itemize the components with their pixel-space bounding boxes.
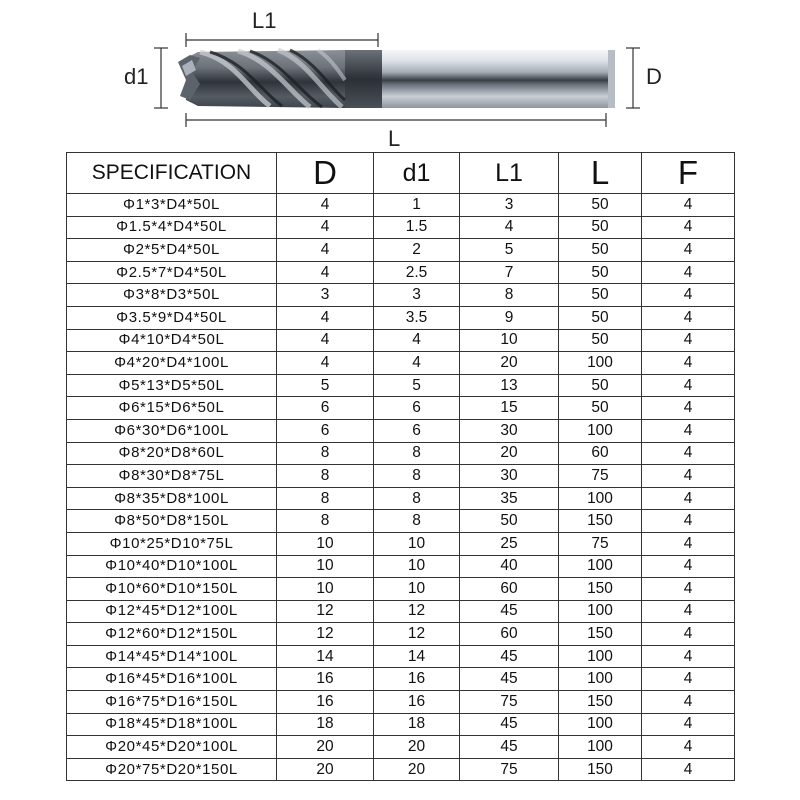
cell-d1: 12	[374, 623, 460, 646]
cell-l: 50	[559, 374, 642, 397]
cell-d1: 10	[374, 532, 460, 555]
cell-specification: Φ2*5*D4*50L	[67, 239, 277, 262]
cell-specification: Φ20*75*D20*150L	[67, 758, 277, 781]
header-l1: L1	[460, 153, 559, 194]
cell-l: 150	[559, 691, 642, 714]
cell-f: 4	[642, 194, 735, 217]
cell-d1: 14	[374, 645, 460, 668]
l-label: L	[388, 126, 401, 151]
table-row	[67, 510, 735, 533]
cell-f: 4	[642, 284, 735, 307]
cell-d: 12	[277, 623, 374, 646]
l-dimension-line	[186, 113, 606, 127]
cell-f: 4	[642, 713, 735, 736]
cell-l1: 20	[460, 352, 559, 375]
cell-d1: 4	[374, 352, 460, 375]
table-row	[67, 758, 735, 781]
cell-f: 4	[642, 352, 735, 375]
table-row	[67, 487, 735, 510]
cell-specification: Φ8*30*D8*75L	[67, 465, 277, 488]
table-row	[67, 239, 735, 262]
cell-d: 3	[277, 284, 374, 307]
cell-specification: Φ6*30*D6*100L	[67, 419, 277, 442]
cell-l: 50	[559, 329, 642, 352]
cell-d1: 16	[374, 691, 460, 714]
l1-dimension-line	[186, 33, 378, 47]
tool-flutes	[178, 50, 345, 108]
table-row	[67, 668, 735, 691]
cell-f: 4	[642, 736, 735, 759]
cell-f: 4	[642, 668, 735, 691]
cell-l: 50	[559, 194, 642, 217]
cell-l1: 8	[460, 284, 559, 307]
cell-l1: 40	[460, 555, 559, 578]
cell-specification: Φ3*8*D3*50L	[67, 284, 277, 307]
header-specification: SPECIFICATION	[67, 153, 277, 194]
cell-specification: Φ5*13*D5*50L	[67, 374, 277, 397]
table-row	[67, 261, 735, 284]
cell-l1: 3	[460, 194, 559, 217]
cell-l1: 35	[460, 487, 559, 510]
cell-l: 50	[559, 306, 642, 329]
cell-f: 4	[642, 691, 735, 714]
cell-d1: 12	[374, 600, 460, 623]
cell-l1: 9	[460, 306, 559, 329]
cell-d: 6	[277, 397, 374, 420]
cell-l: 100	[559, 713, 642, 736]
cell-l1: 30	[460, 419, 559, 442]
cell-l1: 45	[460, 736, 559, 759]
cell-f: 4	[642, 510, 735, 533]
table-row	[67, 713, 735, 736]
cell-d1: 8	[374, 510, 460, 533]
cell-d: 4	[277, 194, 374, 217]
cell-l1: 10	[460, 329, 559, 352]
table-row	[67, 555, 735, 578]
cell-f: 4	[642, 578, 735, 601]
cell-l: 150	[559, 578, 642, 601]
cell-l: 60	[559, 442, 642, 465]
cell-d1: 20	[374, 736, 460, 759]
cell-d1: 8	[374, 487, 460, 510]
cell-d1: 20	[374, 758, 460, 781]
cell-l: 50	[559, 239, 642, 262]
cell-f: 4	[642, 442, 735, 465]
cell-f: 4	[642, 645, 735, 668]
table-row	[67, 397, 735, 420]
cell-d: 4	[277, 261, 374, 284]
cell-specification: Φ10*40*D10*100L	[67, 555, 277, 578]
cell-d: 18	[277, 713, 374, 736]
cell-d1: 10	[374, 555, 460, 578]
cell-f: 4	[642, 600, 735, 623]
d1-label: d1	[124, 64, 149, 89]
cell-l: 50	[559, 216, 642, 239]
cell-l1: 45	[460, 668, 559, 691]
cell-specification: Φ3.5*9*D4*50L	[67, 306, 277, 329]
table-row	[67, 578, 735, 601]
cell-l: 50	[559, 261, 642, 284]
cell-d1: 1.5	[374, 216, 460, 239]
cell-specification: Φ1.5*4*D4*50L	[67, 216, 277, 239]
cell-l: 100	[559, 555, 642, 578]
cell-f: 4	[642, 239, 735, 262]
table-row	[67, 600, 735, 623]
cell-d: 16	[277, 691, 374, 714]
cell-l: 75	[559, 465, 642, 488]
cell-d: 8	[277, 487, 374, 510]
cell-l1: 60	[460, 578, 559, 601]
cell-d1: 6	[374, 419, 460, 442]
table-row	[67, 329, 735, 352]
end-mill-diagram	[0, 0, 800, 152]
cell-l1: 75	[460, 691, 559, 714]
cell-f: 4	[642, 397, 735, 420]
cell-specification: Φ18*45*D18*100L	[67, 713, 277, 736]
cell-l: 100	[559, 352, 642, 375]
cell-l1: 25	[460, 532, 559, 555]
cell-l1: 13	[460, 374, 559, 397]
cell-f: 4	[642, 216, 735, 239]
cell-d: 6	[277, 419, 374, 442]
cell-specification: Φ1*3*D4*50L	[67, 194, 277, 217]
cell-l1: 50	[460, 510, 559, 533]
cell-d1: 2.5	[374, 261, 460, 284]
cell-specification: Φ14*45*D14*100L	[67, 645, 277, 668]
cell-l1: 4	[460, 216, 559, 239]
cell-d: 8	[277, 510, 374, 533]
cell-l: 100	[559, 487, 642, 510]
cell-l: 100	[559, 645, 642, 668]
cell-l1: 15	[460, 397, 559, 420]
cell-f: 4	[642, 758, 735, 781]
cell-d: 12	[277, 600, 374, 623]
cell-specification: Φ10*25*D10*75L	[67, 532, 277, 555]
tool-shank	[370, 50, 615, 108]
cell-d: 20	[277, 758, 374, 781]
d-label: D	[646, 64, 662, 89]
cell-specification: Φ4*10*D4*50L	[67, 329, 277, 352]
cell-l1: 45	[460, 645, 559, 668]
cell-f: 4	[642, 487, 735, 510]
cell-l1: 60	[460, 623, 559, 646]
cell-l1: 20	[460, 442, 559, 465]
cell-l: 100	[559, 668, 642, 691]
cell-l1: 75	[460, 758, 559, 781]
cell-d1: 10	[374, 578, 460, 601]
cell-d: 5	[277, 374, 374, 397]
header-d: D	[277, 153, 374, 194]
cell-specification: Φ4*20*D4*100L	[67, 352, 277, 375]
cell-l1: 45	[460, 713, 559, 736]
cell-f: 4	[642, 419, 735, 442]
cell-l1: 45	[460, 600, 559, 623]
cell-l: 50	[559, 397, 642, 420]
cell-d1: 18	[374, 713, 460, 736]
cell-l1: 5	[460, 239, 559, 262]
cell-d: 14	[277, 645, 374, 668]
specification-table	[66, 152, 735, 781]
cell-d: 10	[277, 578, 374, 601]
cell-d: 4	[277, 239, 374, 262]
cell-f: 4	[642, 465, 735, 488]
table-row	[67, 532, 735, 555]
cell-f: 4	[642, 329, 735, 352]
table-header	[67, 153, 735, 194]
table-body	[67, 194, 735, 781]
table-row	[67, 442, 735, 465]
cell-f: 4	[642, 532, 735, 555]
cell-l: 150	[559, 623, 642, 646]
table-row	[67, 736, 735, 759]
cell-specification: Φ8*20*D8*60L	[67, 442, 277, 465]
cell-f: 4	[642, 623, 735, 646]
cell-d1: 8	[374, 465, 460, 488]
cell-specification: Φ8*50*D8*150L	[67, 510, 277, 533]
table-row	[67, 306, 735, 329]
cell-specification: Φ12*45*D12*100L	[67, 600, 277, 623]
cell-specification: Φ16*75*D16*150L	[67, 691, 277, 714]
cell-d: 8	[277, 442, 374, 465]
header-l: L	[559, 153, 642, 194]
cell-d: 10	[277, 532, 374, 555]
cell-d: 20	[277, 736, 374, 759]
cell-specification: Φ2.5*7*D4*50L	[67, 261, 277, 284]
cell-l1: 30	[460, 465, 559, 488]
table-row	[67, 465, 735, 488]
cell-l: 75	[559, 532, 642, 555]
cell-d1: 3	[374, 284, 460, 307]
cell-specification: Φ6*15*D6*50L	[67, 397, 277, 420]
cell-d: 4	[277, 329, 374, 352]
d1-dimension-line	[154, 48, 168, 108]
cell-d: 4	[277, 306, 374, 329]
table-row	[67, 623, 735, 646]
l1-label: L1	[252, 8, 277, 33]
table-row	[67, 216, 735, 239]
cell-specification: Φ16*45*D16*100L	[67, 668, 277, 691]
table-row	[67, 419, 735, 442]
header-d1: d1	[374, 153, 460, 194]
cell-specification: Φ12*60*D12*150L	[67, 623, 277, 646]
table-row	[67, 284, 735, 307]
cell-d: 10	[277, 555, 374, 578]
cell-d1: 3.5	[374, 306, 460, 329]
header-f: F	[642, 153, 735, 194]
header-row	[67, 153, 735, 194]
cell-d1: 1	[374, 194, 460, 217]
cell-l: 50	[559, 284, 642, 307]
cell-specification: Φ10*60*D10*150L	[67, 578, 277, 601]
cell-specification: Φ8*35*D8*100L	[67, 487, 277, 510]
cell-l: 150	[559, 758, 642, 781]
cell-l: 100	[559, 600, 642, 623]
table-row	[67, 691, 735, 714]
cell-l: 150	[559, 510, 642, 533]
cell-l: 100	[559, 419, 642, 442]
cell-f: 4	[642, 306, 735, 329]
cell-l1: 7	[460, 261, 559, 284]
cell-f: 4	[642, 555, 735, 578]
table-row	[67, 352, 735, 375]
cell-d: 8	[277, 465, 374, 488]
cell-d: 4	[277, 216, 374, 239]
cell-f: 4	[642, 261, 735, 284]
cell-d1: 6	[374, 397, 460, 420]
table-row	[67, 374, 735, 397]
table-row	[67, 645, 735, 668]
cell-d: 4	[277, 352, 374, 375]
cell-d1: 5	[374, 374, 460, 397]
cell-d1: 8	[374, 442, 460, 465]
cell-specification: Φ20*45*D20*100L	[67, 736, 277, 759]
table-row	[67, 194, 735, 217]
d-dimension-line	[626, 48, 640, 108]
cell-l: 100	[559, 736, 642, 759]
cell-d1: 2	[374, 239, 460, 262]
cell-d1: 16	[374, 668, 460, 691]
cell-d: 16	[277, 668, 374, 691]
cell-f: 4	[642, 374, 735, 397]
cell-d1: 4	[374, 329, 460, 352]
